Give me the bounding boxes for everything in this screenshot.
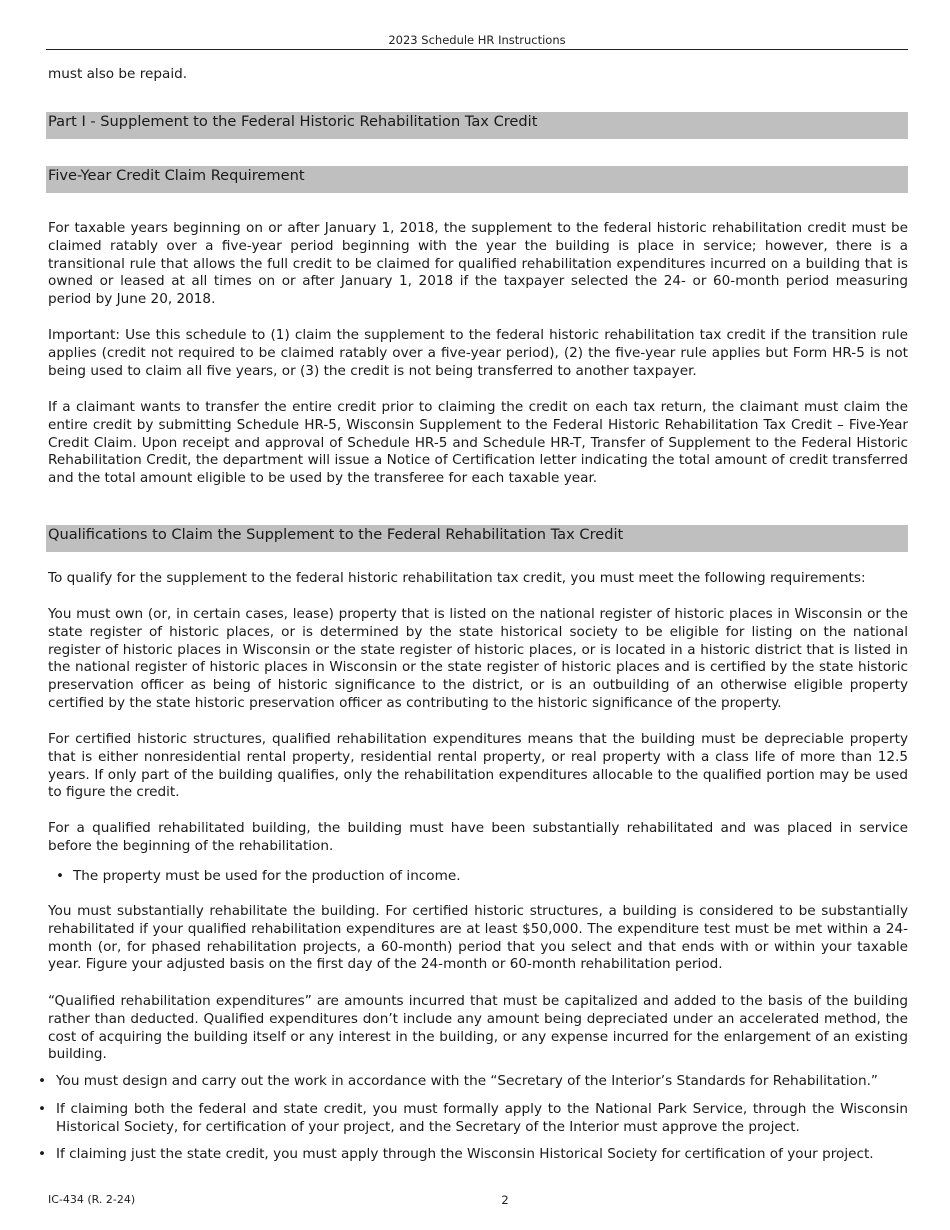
header-rule (46, 49, 908, 50)
qualifications-intro: To qualify for the supplement to the federal historic rehabilitation tax credit, you must meet the following requirements: (48, 570, 866, 586)
list-item-standards (38, 1073, 908, 1091)
list-item-state-credit (38, 1146, 908, 1164)
intro-text: must also be repaid. (48, 66, 188, 82)
list-item-text: If claiming just the state credit, you must apply through the Wisconsin Historical Society for certification of your project. (56, 1146, 874, 1162)
qualifications-definition-paragraph: “Qualified rehabilitation expenditures” are amounts incurred that must be capitalized and added to the basis of the building rather than deducted. Qualified expenditures don’t include any amount being depreciated under an accelerated method, the cost of acquiring the building itself or any interest in the building, or any expense incurred for the enlargement of an existing building. (48, 993, 908, 1063)
list-item-production-of-income (56, 868, 908, 886)
list-item-text: The property must be used for the production of income. (73, 868, 461, 884)
section-bar-part1: Part I - Supplement to the Federal Historic Rehabilitation Tax Credit (46, 112, 908, 139)
section-bar-five-year: Five-Year Credit Claim Requirement (46, 166, 908, 193)
five-year-paragraph-1: For taxable years beginning on or after January 1, 2018, the supplement to the federal historic rehabilitation credit must be claimed ratably over a five-year period beginning with the year the building is place in service; however, there is a transitional rule that allows the full credit to be claimed for qualified rehabilitation expenditures incurred on a building that is owned or leased at all times on or after January 1, 2018 if the taxpayer selected the 24- or 60-month period measuring period by June 20, 2018. (48, 220, 908, 308)
footer-form-id: IC-434 (R. 2-24) (48, 1193, 136, 1206)
list-item-text: You must design and carry out the work in accordance with the “Secretary of the Interior’s Standards for Rehabilitation.” (56, 1073, 878, 1089)
header-title: 2023 Schedule HR Instructions (388, 33, 566, 47)
list-item-federal-state-credit (38, 1101, 908, 1137)
qualifications-ownership-paragraph: You must own (or, in certain cases, lease) property that is listed on the national register of historic places in Wisconsin or the state register of historic places, or is determined by the state historical society to be eligible for listing on the national register of historic places in Wisconsin or the state register of historic places, or is located in a historic district that is listed in the national register of historic places in Wisconsin or the state register of historic places and is certified by the state historic preservation officer as being of historic significance to the district, or is an outbuilding of an otherwise eligible property certified by the state historic preservation officer as contributing to the historic significance of the property. (48, 606, 908, 711)
bullet-icon: • (56, 868, 65, 884)
qualifications-expenditures-paragraph: For certified historic structures, qualified rehabilitation expenditures means that the building must be depreciable property that is either nonresidential rental property, residential rental property, or real property with a class life of more than 12.5 years. If only part of the building qualifies, only the rehabilitation expenditures allocable to the qualified portion may be used to figure the credit. (48, 731, 908, 801)
qualifications-rehabilitated-paragraph: For a qualified rehabilitated building, the building must have been substantially rehabilitated and was placed in service before the beginning of the rehabilitation. (48, 820, 908, 854)
bullet-icon: • (38, 1073, 47, 1089)
five-year-paragraph-important: Important: Use this schedule to (1) claim the supplement to the federal historic rehabilitation tax credit if the transition rule applies (credit not required to be claimed ratably over a five-year period), (2) the five-year rule applies but Form HR-5 is not being used to claim all five years, or (3) the credit is not being transferred to another taxpayer. (48, 327, 908, 379)
five-year-paragraph-transfer: If a claimant wants to transfer the entire credit prior to claiming the credit on each tax return, the claimant must claim the entire credit by submitting Schedule HR-5, Wisconsin Supplement to the Federal Historic Rehabilitation Tax Credit – Five-Year Credit Claim. Upon receipt and approval of Schedule HR-5 and Schedule HR-T, Transfer of Supplement to the Federal Historic Rehabilitation Credit, the department will issue a Notice of Certification letter indicating the total amount of credit transferred and the total amount eligible to be used by the transferee for each taxable year. (48, 399, 908, 487)
bullet-icon: • (38, 1146, 47, 1162)
footer-page-number: 2 (501, 1193, 509, 1207)
section-bar-qualifications: Qualifications to Claim the Supplement to the Federal Rehabilitation Tax Credit (46, 525, 908, 552)
list-item-text: If claiming both the federal and state credit, you must formally apply to the National Park Service, through the Wisconsin Historical Society, for certification of your project, and the Secretary of the Interior must approve the project. (56, 1101, 908, 1135)
bullet-icon: • (38, 1101, 47, 1117)
qualifications-substantial-paragraph: You must substantially rehabilitate the building. For certified historic structures, a building is considered to be substantially rehabilitated if your qualified rehabilitation expenditures are at least $50,000. The expenditure test must be met within a 24-month (or, for phased rehabilitation projects, a 60-month) period that you select and that ends with or within your taxable year. Figure your adjusted basis on the first day of the 24-month or 60-month rehabilitation period. (48, 903, 908, 973)
